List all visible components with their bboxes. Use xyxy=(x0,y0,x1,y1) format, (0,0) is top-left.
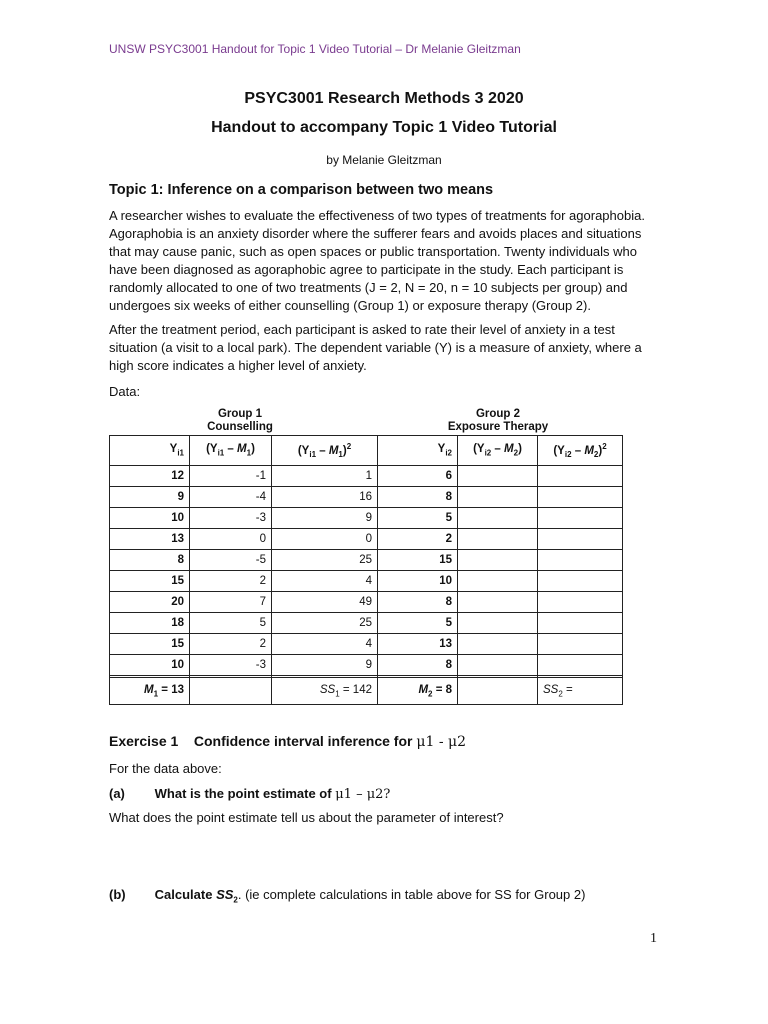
table-cell: 4 xyxy=(272,571,378,592)
text-line: A researcher wishes to evaluate the effectiveness of two types of treatments for agoraphobia. xyxy=(109,208,645,223)
ss2-cell: $SS_2$ = xyxy=(538,678,623,705)
ss1-value: = 142 xyxy=(342,683,372,696)
group2-desc: Exposure Therapy xyxy=(447,421,549,433)
question-a-sub: What does the point estimate tell us about the parameter of interest? xyxy=(109,810,504,825)
m1-value: = 13 xyxy=(161,683,184,696)
table-cell: 13 xyxy=(110,529,190,550)
table-cell: 8 xyxy=(378,487,458,508)
table-cell: 8 xyxy=(378,592,458,613)
table-cell: 9 xyxy=(272,655,378,676)
question-b-sub: 2 xyxy=(233,895,238,905)
table-cell xyxy=(538,592,623,613)
table-cell xyxy=(458,508,538,529)
question-b-label: (b) xyxy=(109,887,126,902)
m1-cell: $M_1 = 13$ xyxy=(110,678,190,705)
table-cell: 10 xyxy=(378,571,458,592)
question-a-label: (a) xyxy=(109,786,125,801)
table-cell xyxy=(538,466,623,487)
table-cell: 12 xyxy=(110,466,190,487)
m2-cell: $M_2 = 8$ xyxy=(378,678,458,705)
table-row xyxy=(110,508,623,529)
table-cell xyxy=(538,550,623,571)
question-a-params: μ1 – μ2? xyxy=(335,787,391,802)
table-cell xyxy=(458,466,538,487)
table-cell: 16 xyxy=(272,487,378,508)
table-cell xyxy=(538,634,623,655)
table-cell xyxy=(458,529,538,550)
question-a-text: What is the point estimate of xyxy=(154,786,332,801)
group1-label xyxy=(180,408,300,434)
exercise-params: μ1 - μ2 xyxy=(416,734,467,750)
method-paragraph xyxy=(109,321,669,375)
table-cell: 6 xyxy=(378,466,458,487)
ss1-cell: $SS_1 = 142$ xyxy=(272,678,378,705)
table-cell: -4 xyxy=(190,487,272,508)
table-cell xyxy=(458,592,538,613)
table-cell xyxy=(538,655,623,676)
data-table xyxy=(109,435,623,705)
document-subtitle: Handout to accompany Topic 1 Video Tutorial xyxy=(211,119,557,136)
text-line: situation (a visit to a local park). The dependent variable (Y) is a measure of anxiety, where a xyxy=(109,340,642,355)
data-label: Data: xyxy=(109,384,141,399)
table-cell: 0 xyxy=(272,529,378,550)
exercise-label: Exercise 1 xyxy=(109,733,179,749)
text-line: undergoes six weeks of either counselling (Group 1) or exposure therapy (Group 2). xyxy=(109,298,591,313)
table-cell xyxy=(538,571,623,592)
table-row xyxy=(110,613,623,634)
text-line: After the treatment period, each participant is asked to rate their level of anxiety in a test xyxy=(109,322,615,337)
ss2-value: = xyxy=(566,683,573,696)
author-byline: by Melanie Gleitzman xyxy=(326,153,442,167)
intro-paragraph xyxy=(109,207,669,315)
table-cell: 25 xyxy=(272,613,378,634)
text-line: high score indicates a higher level of anxiety. xyxy=(109,358,367,373)
table-cell: 5 xyxy=(378,613,458,634)
table-cell xyxy=(458,655,538,676)
exercise-title: Confidence interval inference for xyxy=(193,733,413,749)
table-header-row xyxy=(110,436,623,466)
table-cell: 5 xyxy=(190,613,272,634)
question-b-rest: . (ie complete calculations in table above for SS for Group 2) xyxy=(237,887,586,902)
question-b-ss: SS xyxy=(216,887,234,902)
group2-name: Group 2 xyxy=(475,408,521,420)
page-number: 1 xyxy=(650,931,657,946)
table-cell: 0 xyxy=(190,529,272,550)
table-cell: 4 xyxy=(272,634,378,655)
col-header: $(Y_{i1} - M_1)$ xyxy=(190,436,272,466)
group1-name: Group 1 xyxy=(217,408,263,420)
table-cell: 15 xyxy=(378,550,458,571)
question-b-text: Calculate xyxy=(154,887,213,902)
table-row xyxy=(110,466,623,487)
table-cell: 20 xyxy=(110,592,190,613)
table-cell xyxy=(458,550,538,571)
table-cell xyxy=(538,529,623,550)
table-row xyxy=(110,529,623,550)
question-a xyxy=(109,786,390,802)
table-cell: 15 xyxy=(110,634,190,655)
group2-label xyxy=(428,408,568,434)
table-cell: 9 xyxy=(272,508,378,529)
text-line: that may cause panic, such as open spaces or public transportation. Twenty individuals who xyxy=(109,244,638,259)
table-cell: -3 xyxy=(190,655,272,676)
table-cell xyxy=(458,487,538,508)
table-cell: 2 xyxy=(378,529,458,550)
totals-empty-cell xyxy=(458,678,538,705)
table-row xyxy=(110,634,623,655)
question-b xyxy=(109,887,585,905)
col-header: $(Y_{i2} - M_2)^2$ xyxy=(538,436,623,466)
table-cell xyxy=(538,487,623,508)
table-cell: 49 xyxy=(272,592,378,613)
intro-line: For the data above: xyxy=(109,761,222,776)
table-cell: 2 xyxy=(190,571,272,592)
col-header: $(Y_{i2} - M_2)$ xyxy=(458,436,538,466)
col-header: $(Y_{i1} - M_1)^2$ xyxy=(272,436,378,466)
col-header: $Y_{i1}$ xyxy=(110,436,190,466)
m2-value: = 8 xyxy=(435,683,452,696)
group1-desc: Counselling xyxy=(207,421,273,433)
table-cell: 25 xyxy=(272,550,378,571)
table-cell xyxy=(458,571,538,592)
table-cell xyxy=(458,613,538,634)
topic-heading: Topic 1: Inference on a comparison between two means xyxy=(109,182,494,198)
table-row xyxy=(110,550,623,571)
totals-row xyxy=(110,678,623,705)
table-row xyxy=(110,571,623,592)
document-title: PSYC3001 Research Methods 3 2020 xyxy=(244,90,524,107)
table-cell: 8 xyxy=(110,550,190,571)
col-header: $Y_{i2}$ xyxy=(378,436,458,466)
running-header: UNSW PSYC3001 Handout for Topic 1 Video Tutorial – Dr Melanie Gleitzman xyxy=(109,42,521,56)
table-cell: 10 xyxy=(110,508,190,529)
text-line: randomly allocated to one of two treatments (J = 2, N = 20, n = 10 subjects per group) and xyxy=(109,280,628,295)
table-cell xyxy=(458,634,538,655)
table-row xyxy=(110,592,623,613)
totals-empty-cell xyxy=(190,678,272,705)
subscript: i1 xyxy=(177,448,184,458)
table-row xyxy=(110,655,623,676)
table-cell: 18 xyxy=(110,613,190,634)
table-cell: -3 xyxy=(190,508,272,529)
table-cell: 9 xyxy=(110,487,190,508)
table-cell: 8 xyxy=(378,655,458,676)
table-cell xyxy=(538,613,623,634)
table-cell: 2 xyxy=(190,634,272,655)
table-cell: -1 xyxy=(190,466,272,487)
table-cell: 15 xyxy=(110,571,190,592)
table-cell: 13 xyxy=(378,634,458,655)
table-cell: 7 xyxy=(190,592,272,613)
table-cell: -5 xyxy=(190,550,272,571)
table-cell xyxy=(538,508,623,529)
text-line: have been diagnosed as agoraphobic agree to participate in the study. Each participant is xyxy=(109,262,624,277)
table-cell: 1 xyxy=(272,466,378,487)
table-row xyxy=(110,487,623,508)
table-cell: 5 xyxy=(378,508,458,529)
text-line: Agoraphobia is an anxiety disorder where the sufferer fears and avoids places and situations xyxy=(109,226,642,241)
exercise-heading xyxy=(109,733,466,750)
table-cell: 10 xyxy=(110,655,190,676)
